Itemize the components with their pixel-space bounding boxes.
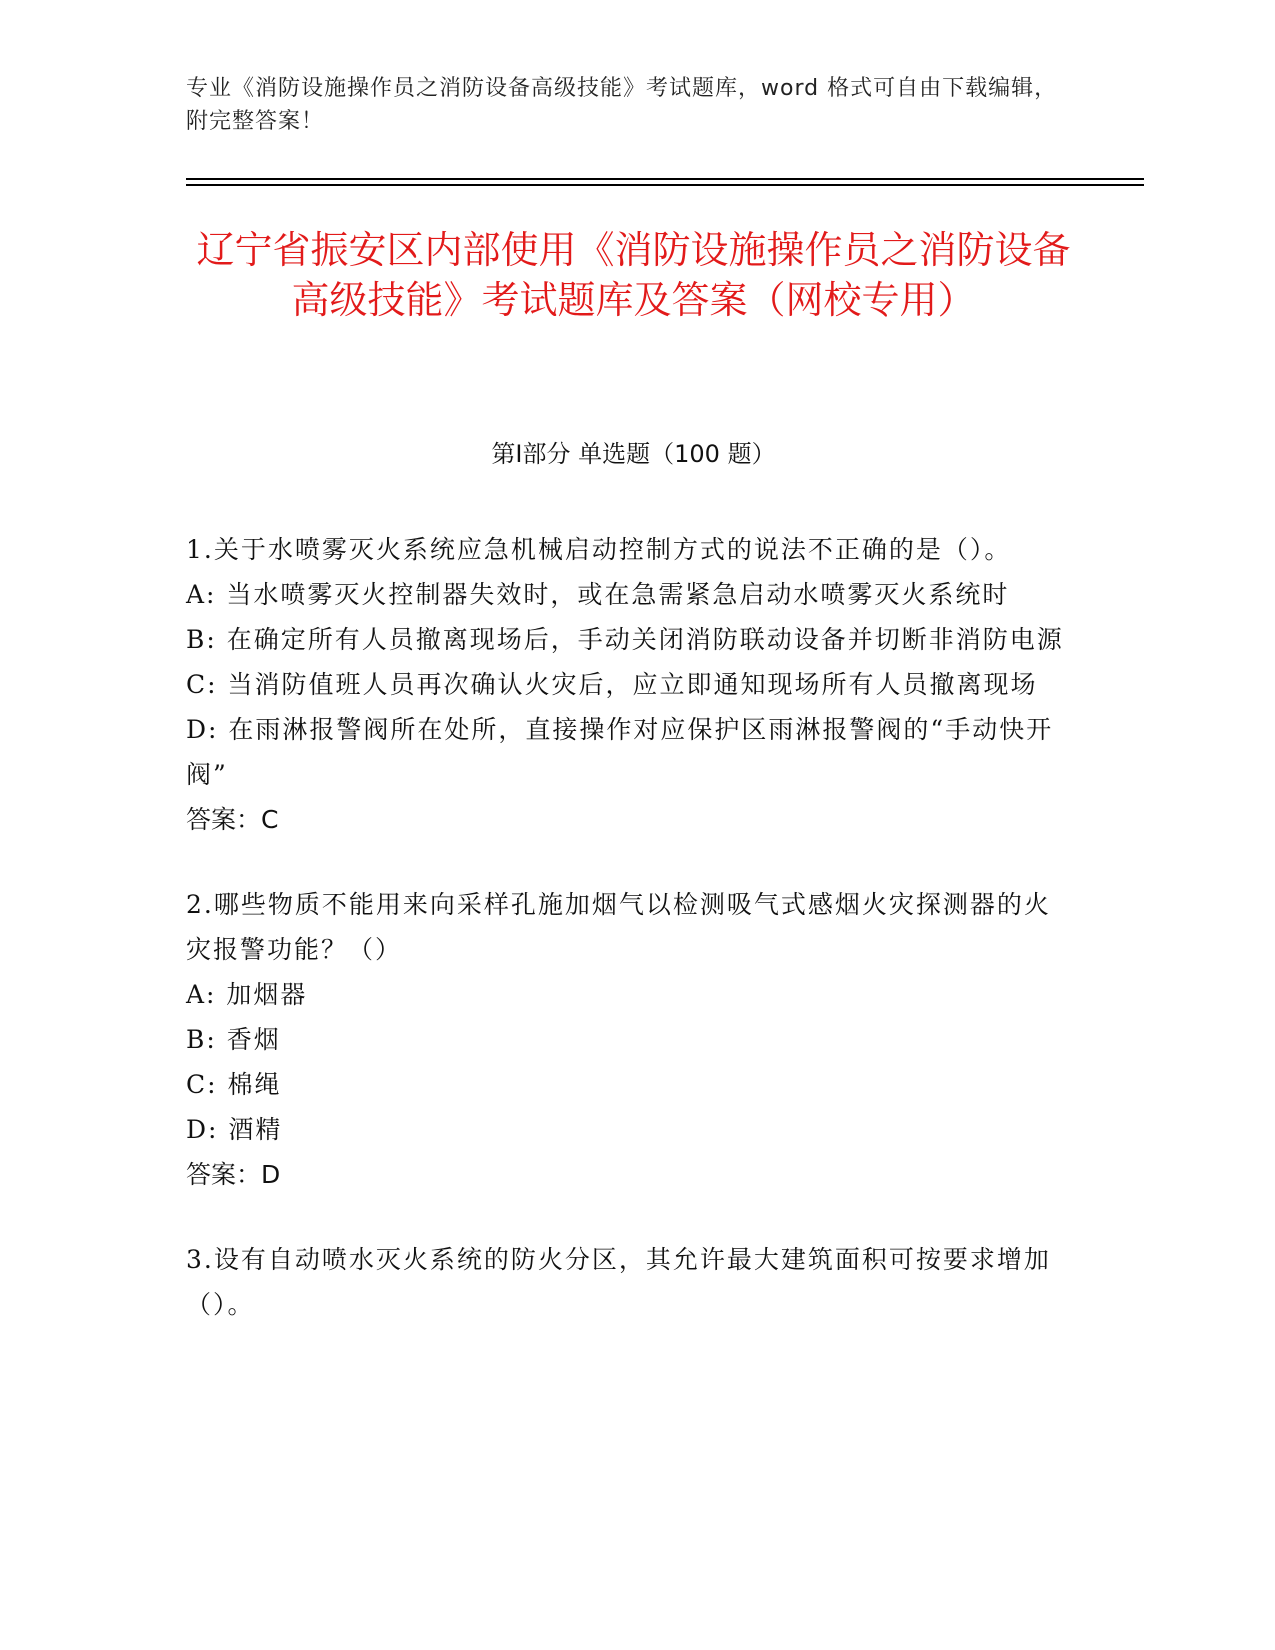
question-text: 3.设有自动喷水灭火系统的防火分区，其允许最大建筑面积可按要求增加（）。 bbox=[186, 1245, 1051, 1319]
option-d: D: 酒精 bbox=[186, 1115, 283, 1144]
question-text: 2.哪些物质不能用来向采样孔施加烟气以检测吸气式感烟火灾探测器的火灾报警功能？（） bbox=[186, 890, 1051, 964]
answer-line: 答案：C bbox=[186, 805, 279, 834]
option-b: B: 在确定所有人员撤离现场后，手动关闭消防联动设备并切断非消防电源 bbox=[186, 625, 1064, 654]
option-a: A: 加烟器 bbox=[186, 980, 308, 1009]
header-note: 专业《消防设施操作员之消防设备高级技能》考试题库，word 格式可自由下载编辑，附完整答案！ bbox=[186, 76, 1058, 134]
question-2 bbox=[186, 882, 1066, 1197]
question-list bbox=[186, 527, 1066, 1367]
question-text: 1.关于水喷雾灭火系统应急机械启动控制方式的说法不正确的是（）。 bbox=[186, 535, 1012, 564]
question-1 bbox=[186, 527, 1066, 842]
option-b: B: 香烟 bbox=[186, 1025, 281, 1054]
document-title: 辽宁省振安区内部使用《消防设施操作员之消防设备高级技能》考试题库及答案（网校专用） bbox=[196, 228, 1071, 322]
header-rule-bottom bbox=[186, 184, 1144, 186]
option-d: D: 在雨淋报警阀所在处所，直接操作对应保护区雨淋报警阀的“手动快开阀” bbox=[186, 715, 1054, 789]
section-title: 第Ⅰ部分 单选题（100 题） bbox=[491, 440, 776, 468]
option-c: C: 棉绳 bbox=[186, 1070, 282, 1099]
option-c: C: 当消防值班人员再次确认火灾后，应立即通知现场所有人员撤离现场 bbox=[186, 670, 1038, 699]
header-rule-top bbox=[186, 178, 1144, 180]
option-a: A: 当水喷雾灭火控制器失效时，或在急需紧急启动水喷雾灭火系统时 bbox=[186, 580, 1010, 609]
question-3 bbox=[186, 1237, 1066, 1327]
answer-line: 答案：D bbox=[186, 1160, 281, 1189]
